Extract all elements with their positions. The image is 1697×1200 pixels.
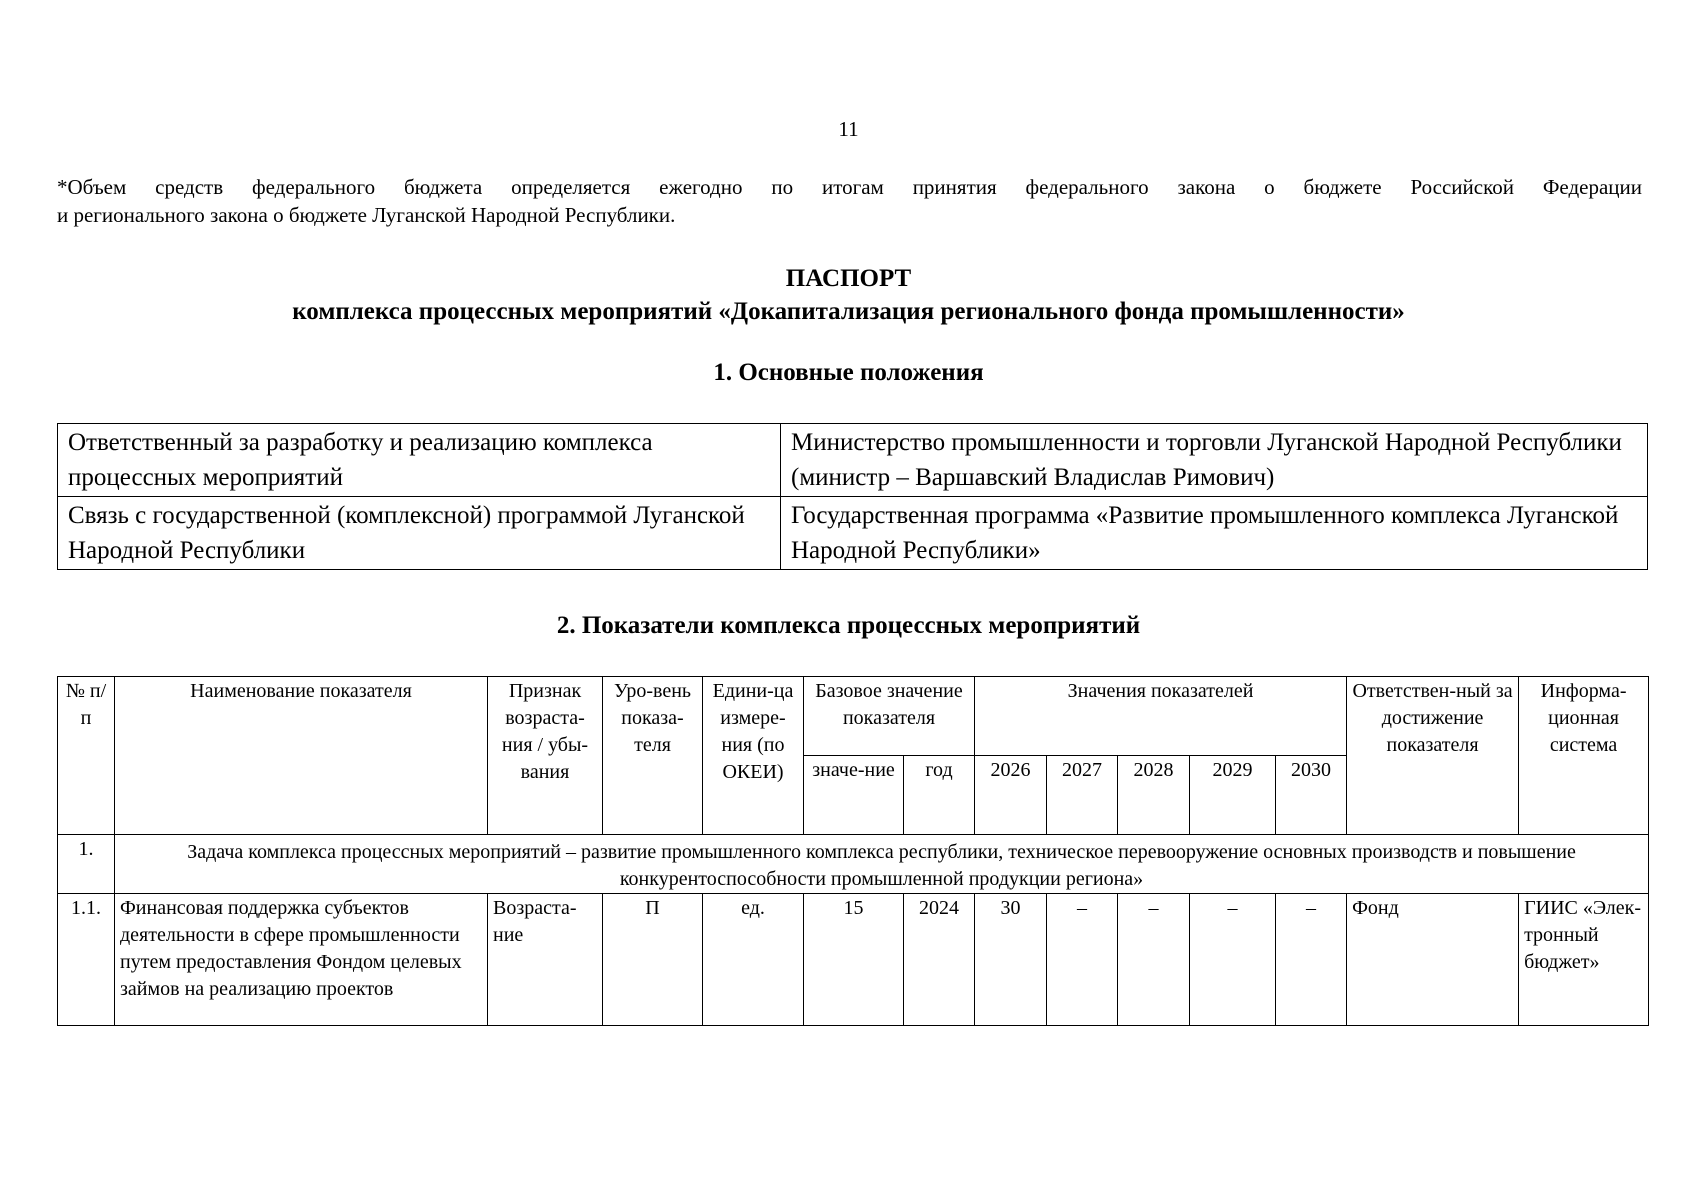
year-value: 30 [975, 894, 1047, 1026]
indicator-unit: ед. [703, 894, 804, 1026]
section-1-heading: 1. Основные положения [713, 359, 984, 386]
col-year-header: 2029 [1190, 756, 1276, 835]
task-num: 1. [58, 835, 115, 894]
col-year-header: 2027 [1047, 756, 1118, 835]
col-info-system-header: Информа-ционная система [1519, 677, 1649, 835]
table-row [58, 894, 1649, 1026]
task-row [58, 835, 1649, 894]
footnote [57, 173, 1642, 229]
base-value: 15 [804, 894, 904, 1026]
program-link-label: Связь с государственной (комплексной) программой Луганской Народной Республики [58, 497, 781, 570]
base-year: 2024 [904, 894, 975, 1026]
year-value: – [1047, 894, 1118, 1026]
document-title [0, 262, 1697, 328]
page-number: 11 [838, 117, 859, 141]
col-responsible-header: Ответствен-ный за достижение показателя [1347, 677, 1519, 835]
indicator-name: Финансовая поддержка субъектов деятельности в сфере промышленности путем предоставления Фондом целевых займов на реализацию проектов [115, 894, 488, 1026]
col-year-header: 2028 [1118, 756, 1190, 835]
col-unit-header: Едини-ца измере-ния (по ОКЕИ) [703, 677, 804, 835]
responsible: Фонд [1347, 894, 1519, 1026]
col-num-header: № п/п [58, 677, 115, 835]
responsible-value: Министерство промышленности и торговли Луганской Народной Республики (министр – Варшавский Владислав Римович) [781, 424, 1648, 497]
row-num: 1.1. [58, 894, 115, 1026]
indicator-level: П [603, 894, 703, 1026]
col-base-header: Базовое значение показателя [804, 677, 975, 756]
col-values-header: Значения показателей [975, 677, 1347, 756]
title-line-1: ПАСПОРТ [785, 265, 912, 292]
table-row [58, 424, 1648, 497]
col-year-header: 2030 [1276, 756, 1347, 835]
title-line-2: комплекса процессных мероприятий «Докапитализация регионального фонда промышленности» [292, 298, 1405, 325]
year-value: – [1190, 894, 1276, 1026]
section-2-heading: 2. Показатели комплекса процессных мероприятий [556, 612, 1141, 639]
year-value: – [1118, 894, 1190, 1026]
footnote-line-1: *Объем средств федерального бюджета определяется ежегодно по итогам принятия федерального закона о бюджете Российской Федерации [57, 175, 1642, 199]
task-text: Задача комплекса процессных мероприятий – развитие промышленного комплекса республики, техническое перевооружение основных производств и повышение конкурентоспособности промышленной продукции региона» [115, 835, 1649, 894]
col-base-value-header: значе-ние [804, 756, 904, 835]
col-level-header: Уро-вень показа-теля [603, 677, 703, 835]
program-link-value: Государственная программа «Развитие промышленного комплекса Луганской Народной Республики» [781, 497, 1648, 570]
basic-provisions-table [57, 423, 1648, 570]
col-year-header: 2026 [975, 756, 1047, 835]
info-system: ГИИС «Элек-тронный бюджет» [1519, 894, 1649, 1026]
responsible-label: Ответственный за разработку и реализацию комплекса процессных мероприятий [58, 424, 781, 497]
col-base-year-header: год [904, 756, 975, 835]
col-name-header: Наименование показателя [115, 677, 488, 835]
footnote-line-2: и регионального закона о бюджете Луганской Народной Республики. [57, 203, 676, 227]
indicators-table [57, 676, 1649, 1026]
table-row [58, 497, 1648, 570]
indicator-sign: Возраста-ние [488, 894, 603, 1026]
col-sign-header: Признак возраста-ния / убы-вания [488, 677, 603, 835]
header-row [58, 677, 1649, 756]
year-value: – [1276, 894, 1347, 1026]
